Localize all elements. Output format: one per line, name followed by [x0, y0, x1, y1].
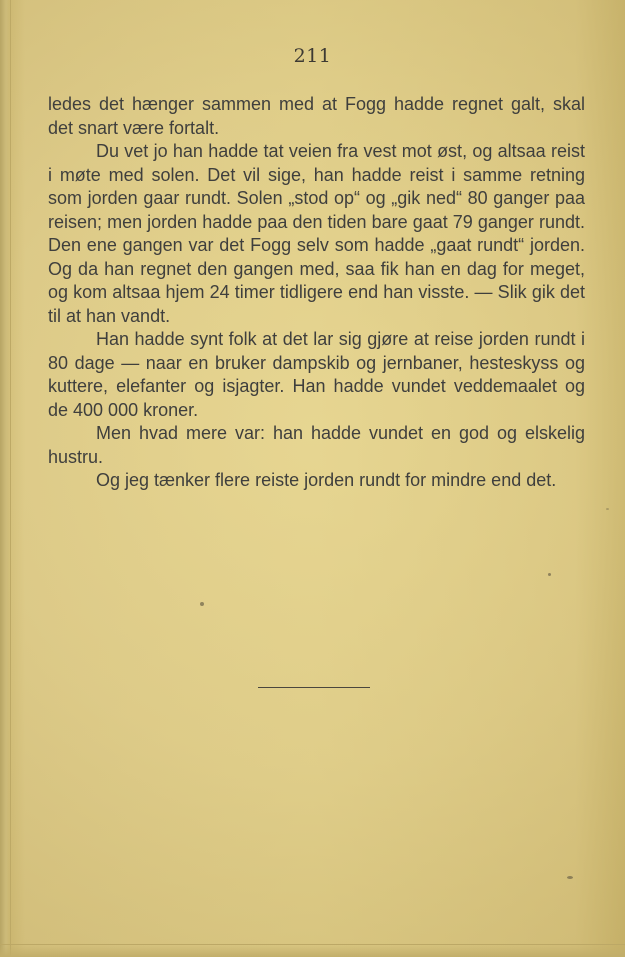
body-text: [48, 93, 585, 493]
page-number: 211: [293, 45, 332, 67]
end-rule: [258, 687, 370, 688]
paper-speck: [548, 573, 551, 576]
paragraph-4: Men hvad mere var: han hadde vundet en god og elskelig hustru.: [48, 423, 585, 467]
page-bottom-edge: [0, 944, 625, 957]
paper-speck: [200, 602, 204, 606]
page-binding-edge: [0, 0, 11, 957]
paper-speck: [606, 508, 609, 510]
paper-speck: [567, 876, 573, 879]
paragraph-3: Han hadde synt folk at det lar sig gjøre at reise jorden rundt i 80 dage — naar en bruker dampskib og jernbaner, hesteskyss og kuttere, elefanter og isjagter. Han hadde vundet veddemaalet og de 400 000 kroner.: [48, 329, 585, 420]
paragraph-1: ledes det hænger sammen med at Fogg hadde regnet galt, skal det snart være fortalt.: [48, 94, 585, 138]
paragraph-5: Og jeg tænker flere reiste jorden rundt for mindre end det.: [96, 470, 557, 490]
paragraph-2: Du vet jo han hadde tat veien fra vest mot øst, og altsaa reist i møte med solen. Det vil sige, han hadde reist i samme retning som jorden gaar rundt. Solen „stod op“ og „gik ned“ 80 ganger paa reisen; men jorden hadde paa den tiden bare gaat 79 ganger rundt. Den ene gangen var det Fogg selv som hadde „gaat rundt“ jorden. Og da han regnet den gangen med, saa fik han en dag for meget, og kom altsaa hjem 24 timer tidligere end han visste. — Slik gik det til at han vandt.: [48, 141, 585, 326]
